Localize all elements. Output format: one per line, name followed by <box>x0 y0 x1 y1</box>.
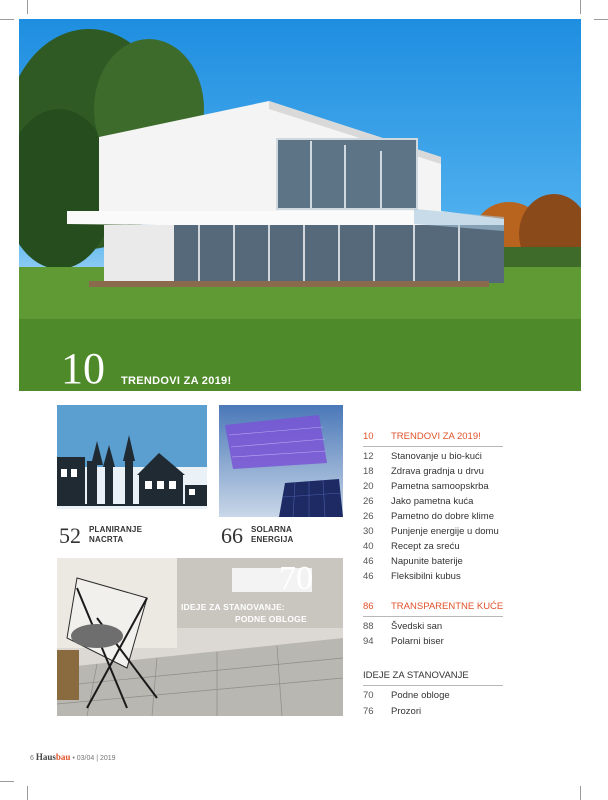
toc-entry-title: Punjenje energije u domu <box>391 526 499 537</box>
toc-section-head[interactable] <box>363 671 469 681</box>
toc-page-number: 70 <box>363 690 374 701</box>
card-title-line1: PLANIRANJE <box>89 525 143 534</box>
toc-page-number: 30 <box>363 526 374 537</box>
toc-entry[interactable] <box>363 707 421 717</box>
toc-page-number: 18 <box>363 466 374 477</box>
toc-entry-title: Napunite baterije <box>391 556 463 567</box>
hero-title: TRENDOVI ZA 2019! <box>121 375 232 387</box>
crop-mark <box>594 19 608 20</box>
toc-page-number: 76 <box>363 706 374 717</box>
toc-page-number: 10 <box>363 431 374 442</box>
toc-entry-title: Fleksibilni kubus <box>391 571 461 582</box>
toc-page-number: 88 <box>363 621 374 632</box>
toc-entry[interactable] <box>363 691 450 701</box>
toc-page-number: 12 <box>363 451 374 462</box>
hero-image[interactable] <box>19 19 581 391</box>
toc-entry[interactable] <box>363 527 499 537</box>
card-title-line1: SOLARNA <box>251 525 292 534</box>
toc-entry[interactable] <box>363 637 444 647</box>
hero-page-number: 10 <box>61 344 105 391</box>
toc-page-number: 26 <box>363 496 374 507</box>
crop-mark <box>580 0 581 14</box>
toc-page-number: 46 <box>363 556 374 567</box>
toc-entry[interactable] <box>363 512 494 522</box>
toc-entry[interactable] <box>363 622 442 632</box>
divider <box>363 446 503 447</box>
toc-entry-title: Podne obloge <box>391 690 450 701</box>
toc-entry[interactable] <box>363 467 484 477</box>
modern-house-photo <box>19 19 581 391</box>
toc-entry[interactable] <box>363 452 482 462</box>
toc-section-title: TRANSPARENTNE KUĆE <box>391 601 504 612</box>
toc-entry[interactable] <box>363 497 473 507</box>
toc-page-number: 94 <box>363 636 374 647</box>
toc-entry-title: Stanovanje u bio-kući <box>391 451 482 462</box>
brand-logo-bau: bau <box>55 752 71 762</box>
toc-entry[interactable] <box>363 542 460 552</box>
toc-section-title: IDEJE ZA STANOVANJE <box>363 670 469 681</box>
toc-section-head[interactable] <box>363 432 481 442</box>
card-title-line2: ENERGIJA <box>251 535 294 544</box>
toc-section-title: TRENDOVI ZA 2019! <box>391 431 481 442</box>
toc-entry-title: Pametna samoopskrba <box>391 481 489 492</box>
toc-entry-title: Polarni biser <box>391 636 444 647</box>
toc-page-number: 46 <box>363 571 374 582</box>
card-title-line2: NACRTA <box>89 535 124 544</box>
toc-page-number: 26 <box>363 511 374 522</box>
toc-entry-title: Prozori <box>391 706 422 717</box>
card-solarna-energija[interactable] <box>219 405 343 552</box>
toc-entry[interactable] <box>363 557 463 567</box>
crop-mark <box>580 786 581 800</box>
solar-panel-photo <box>219 405 343 517</box>
toc-page-number: 20 <box>363 481 374 492</box>
card-page-number: 66 <box>221 523 243 548</box>
card-podne-obloge[interactable] <box>57 558 343 716</box>
toc-page-number: 86 <box>363 601 374 612</box>
crop-mark <box>27 0 28 14</box>
footer-issue: • 03/04 | 2019 <box>72 755 116 762</box>
toc-section-head[interactable] <box>363 602 503 612</box>
crop-mark <box>0 19 14 20</box>
toc-entry[interactable] <box>363 482 489 492</box>
divider <box>363 685 503 686</box>
card-page-number: 70 <box>279 560 313 597</box>
toc-page-number: 40 <box>363 541 374 552</box>
toc-entry-title: Zdrava gradnja u drvu <box>391 466 484 477</box>
crop-mark <box>0 781 14 782</box>
toc-entry-title: Pametno do dobre klime <box>391 511 494 522</box>
toc-entry-title: Jako pametna kuća <box>391 496 474 507</box>
house-silhouette-illustration <box>57 405 207 509</box>
divider <box>363 616 503 617</box>
footer-page-number: 6 <box>30 755 34 762</box>
card-title-line1: IDEJE ZA STANOVANJE: <box>181 602 285 612</box>
toc-entry-title: Recept za sreću <box>391 541 460 552</box>
crop-mark <box>27 786 28 800</box>
card-title-line2: PODNE OBLOGE <box>235 614 307 624</box>
toc-entry[interactable] <box>363 572 461 582</box>
card-planiranje-nacrta[interactable] <box>57 405 207 552</box>
page-footer <box>30 752 116 762</box>
brand-logo-haus: Haus <box>35 752 56 762</box>
card-page-number: 52 <box>59 523 81 548</box>
toc-entry-title: Švedski san <box>391 621 443 632</box>
